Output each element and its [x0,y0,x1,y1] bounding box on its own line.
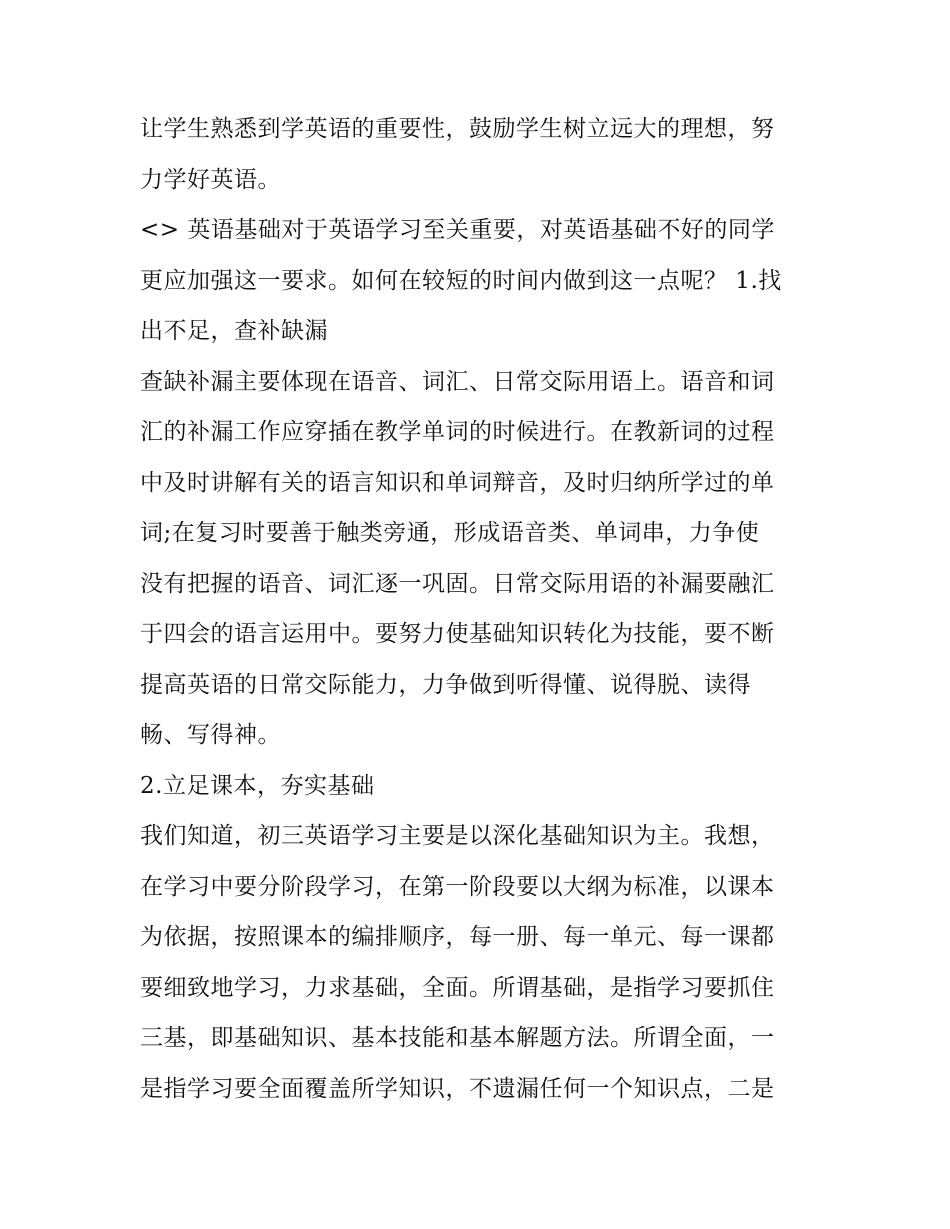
text-line: 力学好英语。 [140,166,281,193]
text-line: 词;在复习时要善于触类旁通，形成语音类、单词串，力争使 [140,520,760,546]
text-line: 中及时讲解有关的语言知识和单词辩音，及时归纳所学过的单 [140,469,775,496]
text-line: 三基，即基础知识、基本技能和基本解题方法。所谓全面，一 [140,1025,775,1051]
text-line: 我们知道，初三英语学习主要是以深化基础知识为主。我想， [140,823,775,849]
text-line: 畅、写得神。 [140,722,281,748]
text-line: 要细致地学习，力求基础，全面。所谓基础，是指学习要抓住 [140,974,775,1001]
text-line: 在学习中要分阶段学习，在第一阶段要以大纲为标准，以课本 [140,873,775,900]
text-line: 于四会的语言运用中。要努力使基础知识转化为技能，要不断 [140,621,775,647]
text-line: 更应加强这一要求。如何在较短的时间内做到这一点呢？ 1.找 [140,267,782,294]
text-line: 出不足，查补缺漏 [140,318,328,344]
text-line: 没有把握的语音、词汇逐一巩固。日常交际用语的补漏要融汇 [140,570,775,597]
body-text [140,104,815,1114]
text-line: 提高英语的日常交际能力，力争做到听得懂、说得脱、读得 [140,671,751,698]
text-line: <> 英语基础对于英语学习至关重要，对英语基础不好的同学 [140,217,775,243]
text-line: 是指学习要全面覆盖所学知识，不遗漏任何一个知识点，二是 [140,1075,775,1102]
text-line: 查缺补漏主要体现在语音、词汇、日常交际用语上。语音和词 [140,368,775,395]
text-line: 让学生熟悉到学英语的重要性，鼓励学生树立远大的理想，努 [140,116,775,142]
text-line: 汇的补漏工作应穿插在教学单词的时候进行。在教新词的过程 [140,419,775,445]
text-line: 为依据，按照课本的编排顺序，每一册、每一单元、每一课都 [140,924,775,950]
section-heading: 2.立足课本，夯实基础 [140,772,375,799]
